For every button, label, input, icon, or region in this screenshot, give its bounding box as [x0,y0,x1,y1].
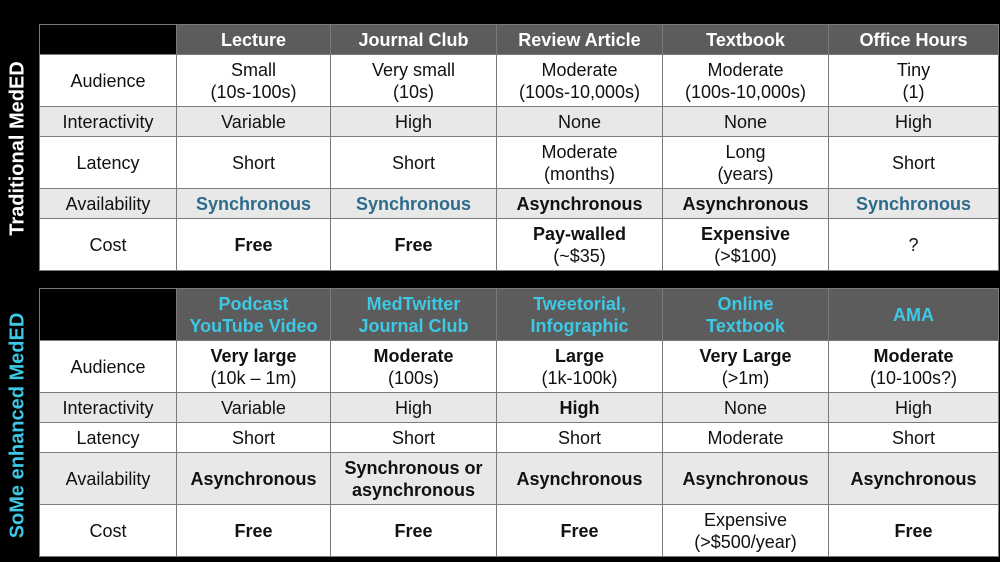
cell-line: None [557,111,602,132]
table-cell [331,393,497,423]
column-header-line: Infographic [530,315,629,336]
column-header-line: YouTube Video [189,315,318,336]
some-header-row [40,289,999,341]
table-cell [331,453,497,505]
some-enhanced-meded-table [39,288,999,557]
table-cell [331,423,497,453]
table-cell [829,55,999,107]
cell-line: Free [394,234,433,255]
row-header: Latency [40,137,177,189]
cell-line: Moderate [541,141,618,162]
row-header: Audience [40,55,177,107]
cell-line: Short [391,152,436,173]
cell-line: (1k-100k) [541,367,618,388]
table-cell [497,219,663,271]
table-cell [663,505,829,557]
table-cell [177,505,331,557]
table-cell [497,189,663,219]
cell-line: High [394,111,433,132]
column-header-text: Office Hours [859,29,968,50]
cell-line: Long [725,141,766,162]
cell-line: Large [554,345,605,366]
cell-line: Moderate [373,345,454,366]
cell-line: Moderate [873,345,954,366]
table-cell [663,55,829,107]
table-cell [331,107,497,137]
cell-line: Free [894,520,933,541]
table-cell [663,393,829,423]
column-header-line: MedTwitter [366,293,461,314]
cell-line: (years) [717,163,774,184]
cell-line: Moderate [541,59,618,80]
cell-line: Moderate [707,59,784,80]
table-cell [497,55,663,107]
table-cell [497,107,663,137]
cell-line: Free [394,520,433,541]
table-cell [177,423,331,453]
cell-line: (10k – 1m) [210,367,297,388]
cell-line: (>$100) [714,245,777,266]
table-cell [497,423,663,453]
cell-line: Asynchronous [850,468,977,489]
cell-line: Small [230,59,276,80]
table-cell [331,341,497,393]
cell-line: Expensive [703,509,788,530]
cell-line: (10-100s?) [869,367,958,388]
traditional-header-row [40,25,999,55]
table-cell [497,453,663,505]
table-cell [663,341,829,393]
cell-line: Free [560,520,599,541]
table-cell [177,137,331,189]
cell-line: Free [234,520,273,541]
cell-line: Synchronous [355,193,471,214]
column-header [829,289,999,341]
row-header: Cost [40,505,177,557]
cell-line: Short [391,427,436,448]
column-header [497,289,663,341]
table-cell [829,189,999,219]
table-cell [177,219,331,271]
column-header-line: Textbook [706,315,785,336]
cell-line: Asynchronous [516,193,643,214]
cell-line: (months) [543,163,615,184]
column-header-line: Journal Club [358,315,469,336]
table-cell [663,189,829,219]
table-cell [829,393,999,423]
table-row [40,219,999,271]
table-cell [829,423,999,453]
column-header [177,289,331,341]
cell-line: Asynchronous [516,468,643,489]
row-header: Availability [40,453,177,505]
cell-line: Very small [371,59,456,80]
column-header [663,25,829,55]
cell-line: Variable [221,111,286,132]
table-cell [663,219,829,271]
column-header [331,289,497,341]
table-row [40,393,999,423]
cell-line: Synchronous [195,193,311,214]
table-cell [331,137,497,189]
cell-line: (10s) [392,81,434,102]
cell-line: High [559,397,600,418]
cell-line: High [894,111,933,132]
table-cell [829,219,999,271]
cell-line: Asynchronous [682,193,809,214]
cell-line: (100s-10,000s) [684,81,807,102]
cell-line: Short [891,427,936,448]
column-header [497,25,663,55]
table-cell [497,137,663,189]
column-header-text: Journal Club [358,29,469,50]
column-header-text: Review Article [518,29,641,50]
cell-line: Very large [210,345,297,366]
table-cell [331,219,497,271]
cell-line: Asynchronous [682,468,809,489]
table-corner [40,289,177,341]
cell-line: Synchronous or [344,457,483,478]
cell-line: Short [891,152,936,173]
cell-line: Expensive [700,223,791,244]
table-cell [177,55,331,107]
column-header [331,25,497,55]
traditional-section-label-text: Traditional MedED [6,60,29,236]
cell-line: (~$35) [553,245,606,266]
cell-line: Asynchronous [190,468,317,489]
traditional-meded-table [39,24,999,271]
row-header: Interactivity [40,393,177,423]
column-header-line: AMA [893,304,934,325]
row-header: Availability [40,189,177,219]
table-cell [177,107,331,137]
table-cell [177,453,331,505]
cell-line: (>$500/year) [694,531,797,552]
some-section-label-text: SoMe enhanced MedED [6,312,29,538]
table-cell [331,189,497,219]
table-row [40,423,999,453]
column-header-text: Lecture [220,29,287,50]
cell-line: Short [231,427,276,448]
table-cell [331,55,497,107]
table-cell [829,107,999,137]
table-row [40,55,999,107]
table-cell [829,505,999,557]
cell-line: High [394,397,433,418]
table-row [40,137,999,189]
table-row [40,453,999,505]
cell-line: ? [908,234,919,255]
cell-line: Synchronous [855,193,971,214]
some-section-label [0,288,36,562]
table-row [40,189,999,219]
table-cell [177,393,331,423]
cell-line: Variable [221,397,286,418]
column-header-line: Online [717,293,774,314]
table-cell [497,341,663,393]
table-cell [663,423,829,453]
cell-line: High [894,397,933,418]
cell-line: (1) [902,81,925,102]
column-header [663,289,829,341]
cell-line: (100s) [387,367,440,388]
cell-line: Short [231,152,276,173]
row-header: Latency [40,423,177,453]
table-row [40,341,999,393]
table-cell [829,137,999,189]
table-cell [177,341,331,393]
table-cell [663,107,829,137]
table-row [40,107,999,137]
cell-line: Pay-walled [532,223,627,244]
cell-line: None [723,111,768,132]
column-header-line: Tweetorial, [533,293,626,314]
table-cell [829,341,999,393]
cell-line: Short [557,427,602,448]
column-header-text: Textbook [706,29,785,50]
row-header: Audience [40,341,177,393]
cell-line: Very Large [699,345,792,366]
traditional-section-label [0,24,36,272]
table-cell [177,189,331,219]
table-corner [40,25,177,55]
cell-line: Moderate [707,427,784,448]
cell-line: (10s-100s) [210,81,297,102]
column-header-line: Podcast [218,293,289,314]
cell-line: asynchronous [351,479,476,500]
cell-line: (>1m) [721,367,770,388]
table-cell [663,137,829,189]
cell-line: Free [234,234,273,255]
table-row [40,505,999,557]
table-cell [497,393,663,423]
table-cell [663,453,829,505]
cell-line: (100s-10,000s) [518,81,641,102]
cell-line: None [723,397,768,418]
table-cell [497,505,663,557]
row-header: Cost [40,219,177,271]
table-cell [829,453,999,505]
cell-line: Tiny [896,59,931,80]
column-header [829,25,999,55]
column-header [177,25,331,55]
row-header: Interactivity [40,107,177,137]
table-cell [331,505,497,557]
